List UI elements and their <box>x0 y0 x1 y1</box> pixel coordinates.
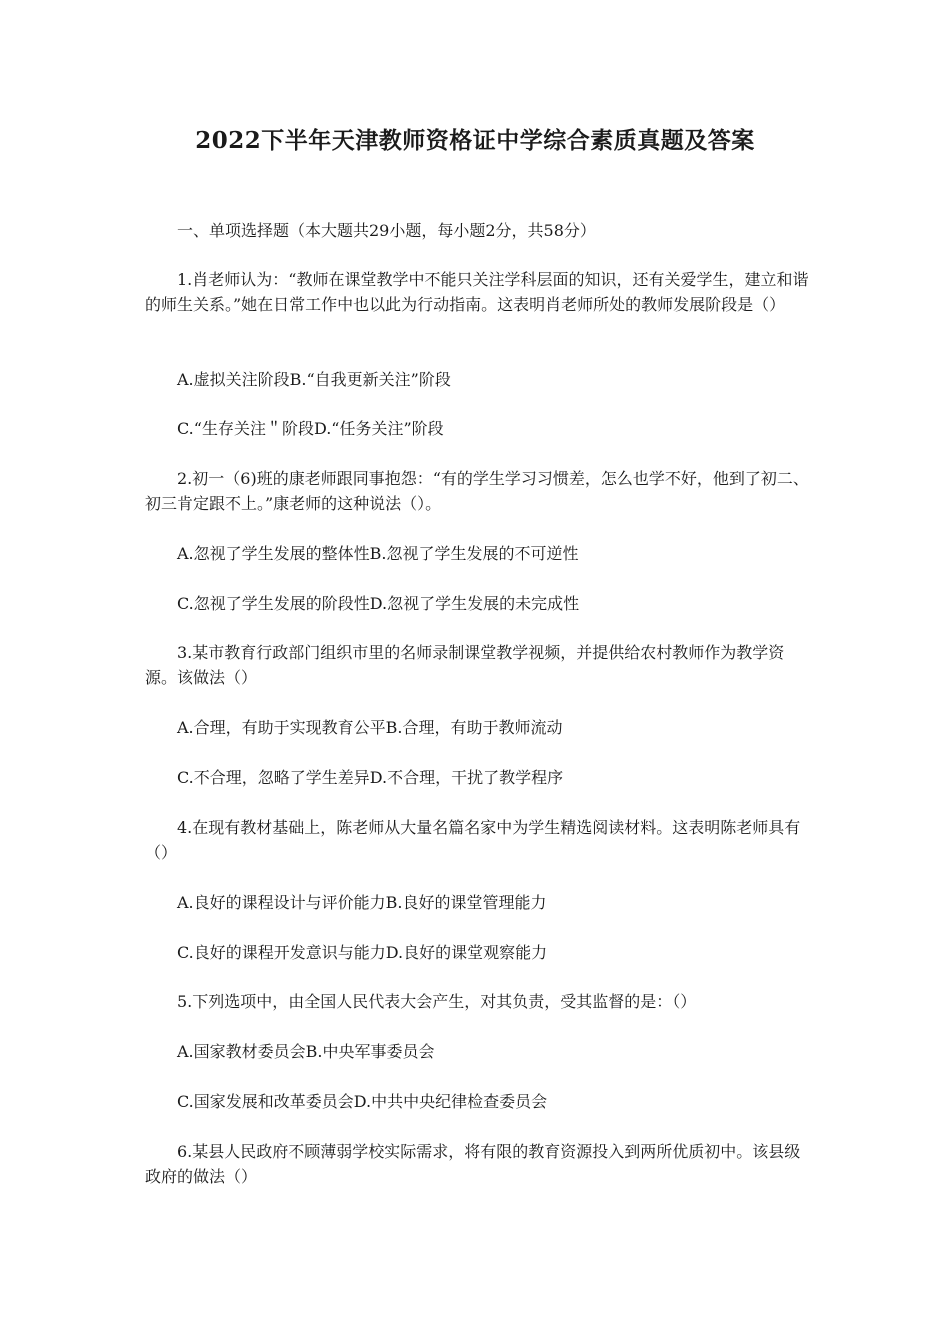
question-4-options-cd: C.良好的课程开发意识与能力D.良好的课堂观察能力 <box>177 943 548 962</box>
question-4-stem: 4.在现有教材基础上，陈老师从大量名篇名家中为学生精选阅读材料。这表明陈老师具有（） <box>145 818 801 862</box>
question-5-stem: 5.下列选项中，由全国人民代表大会产生，对其负责，受其监督的是：（） <box>177 992 697 1011</box>
question-6-stem: 6.某县人民政府不顾薄弱学校实际需求，将有限的教育资源投入到两所优质初中。该县级政府的做法（） <box>145 1142 801 1186</box>
question-3-stem: 3.某市教育行政部门组织市里的名师录制课堂教学视频，并提供给农村教师作为教学资源。该做法（） <box>145 643 785 687</box>
question-5-options-ab: A.国家教材委员会B.中央军事委员会 <box>177 1042 435 1061</box>
question-3-options-ab: A.合理，有助于实现教育公平B.合理，有助于教师流动 <box>177 718 563 737</box>
question-2-options-cd: C.忽视了学生发展的阶段性D.忽视了学生发展的未完成性 <box>177 594 580 613</box>
question-4-options-ab: A.良好的课程设计与评价能力B.良好的课堂管理能力 <box>177 893 547 912</box>
question-1-options-ab: A.虚拟关注阶段B.“自我更新关注”阶段 <box>177 370 451 389</box>
question-5-options-cd: C.国家发展和改革委员会D.中共中央纪律检查委员会 <box>177 1092 548 1111</box>
question-1-stem: 1.肖老师认为：“教师在课堂教学中不能只关注学科层面的知识，还有关爱学生，建立和谐的师生关系。”她在日常工作中也以此为行动指南。这表明肖老师所处的教师发展阶段是（） <box>145 270 809 314</box>
question-1-options-cd: C.“生存关注＂阶段D.“任务关注”阶段 <box>177 419 444 438</box>
document-title: 2022下半年天津教师资格证中学综合素质真题及答案 <box>195 127 755 154</box>
question-3-options-cd: C.不合理，忽略了学生差异D.不合理，干扰了教学程序 <box>177 768 564 787</box>
question-2-options-ab: A.忽视了学生发展的整体性B.忽视了学生发展的不可逆性 <box>177 544 579 563</box>
question-2-stem: 2.初一（6)班的康老师跟同事抱怨：“有的学生学习习惯差，怎么也学不好，他到了初二、初三肯定跟不上。”康老师的这种说法（）。 <box>145 469 809 513</box>
section-heading: 一、单项选择题（本大题共29小题，每小题2分，共58分） <box>177 221 596 240</box>
